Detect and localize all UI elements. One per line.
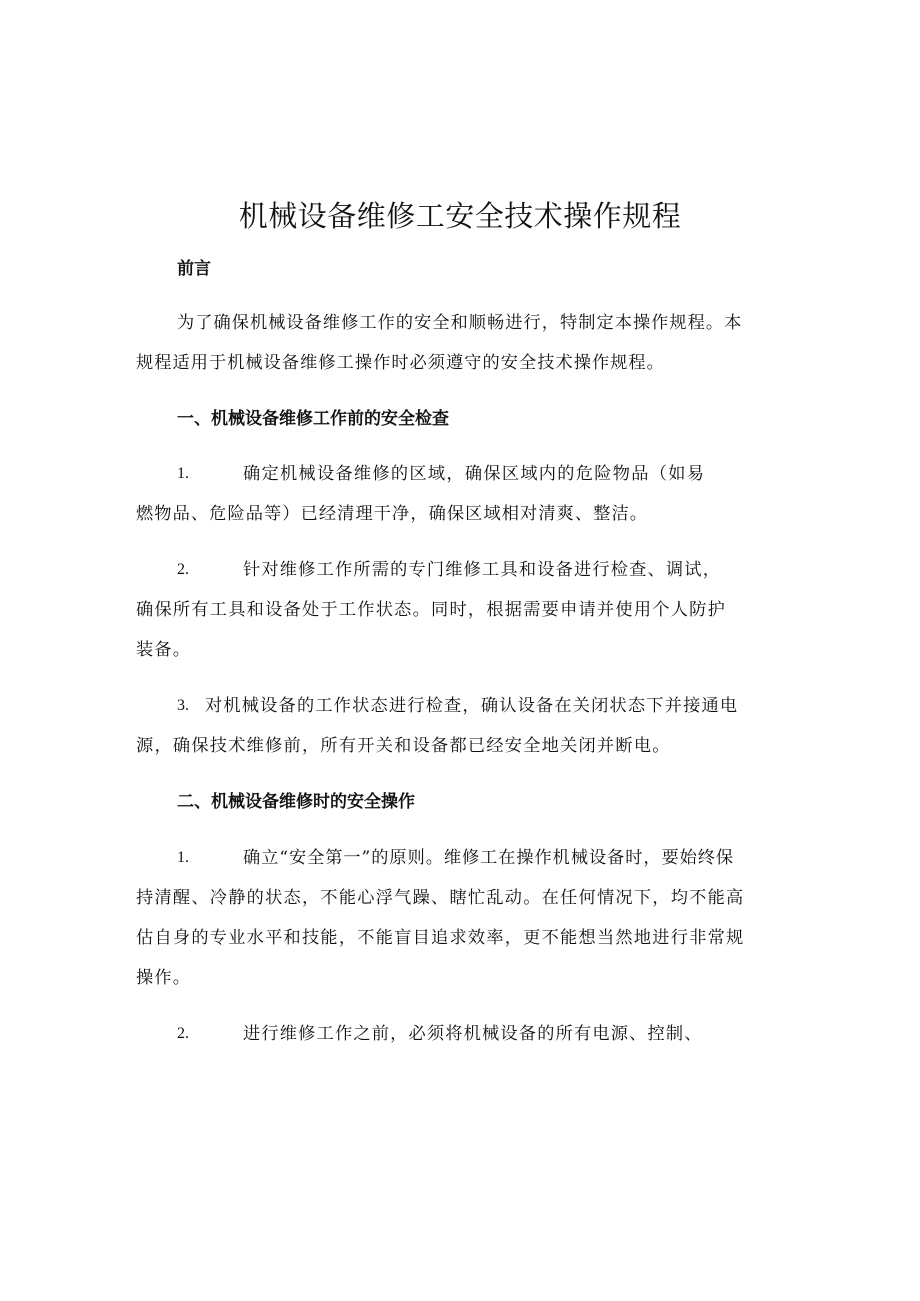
- section2-item2-number: 2.: [177, 1025, 189, 1042]
- section1-item1-line-2: 燃物品、危险品等）已经清理干净，确保区域相对清爽、整洁。: [136, 504, 649, 524]
- section1-item2-line-3: 装备。: [136, 640, 192, 660]
- section1-heading: 一、机械设备维修工作前的安全检查: [177, 409, 449, 429]
- section1-item1-number: 1.: [177, 465, 189, 482]
- section2-item1-line-1: 确立“安全第一”的原则。维修工在操作机械设备时，要始终保: [243, 848, 735, 868]
- section1-item3-line-1: 对机械设备的工作状态进行检查，确认设备在关闭状态下并接通电: [205, 696, 739, 716]
- preface-line-1-text: 为了确保机械设备维修工作的安全和顺畅进行，特制定本操作规程。本: [177, 313, 743, 333]
- section1-item2-line-1: 针对维修工作所需的专门维修工具和设备进行检查、调试，: [243, 560, 722, 580]
- preface-line-2: 规程适用于机械设备维修工操作时必须遵守的安全技术操作规程。: [136, 353, 665, 373]
- section1-item2-line-2: 确保所有工具和设备处于工作状态。同时，根据需要申请并使用个人防护: [136, 600, 727, 620]
- section2-item1-line-2: 持清醒、冷静的状态，不能心浮气躁、瞎忙乱动。在任何情况下，均不能高: [136, 888, 745, 908]
- preface-heading: 前言: [177, 259, 211, 279]
- section1-item3-number: 3.: [177, 697, 189, 714]
- section2-heading: 二、机械设备维修时的安全操作: [177, 792, 415, 812]
- section2-item2-line-1: 进行维修工作之前，必须将机械设备的所有电源、控制、: [243, 1024, 703, 1044]
- preface-line-1: [177, 309, 794, 337]
- section1-item2-number: 2.: [177, 561, 189, 578]
- document-title: 机械设备维修工安全技术操作规程: [238, 199, 682, 233]
- section2-item1-line-4: 操作。: [136, 968, 192, 988]
- section1-item1-line-1: 确定机械设备维修的区域，确保区域内的危险物品（如易: [243, 464, 706, 484]
- section1-item3-line-2: 源，确保技术维修前，所有开关和设备都已经安全地关闭并断电。: [136, 736, 671, 756]
- section2-item1-number: 1.: [177, 849, 189, 866]
- section2-item1-line-3: 估自身的专业水平和技能，不能盲目追求效率，更不能想当然地进行非常规: [136, 928, 745, 948]
